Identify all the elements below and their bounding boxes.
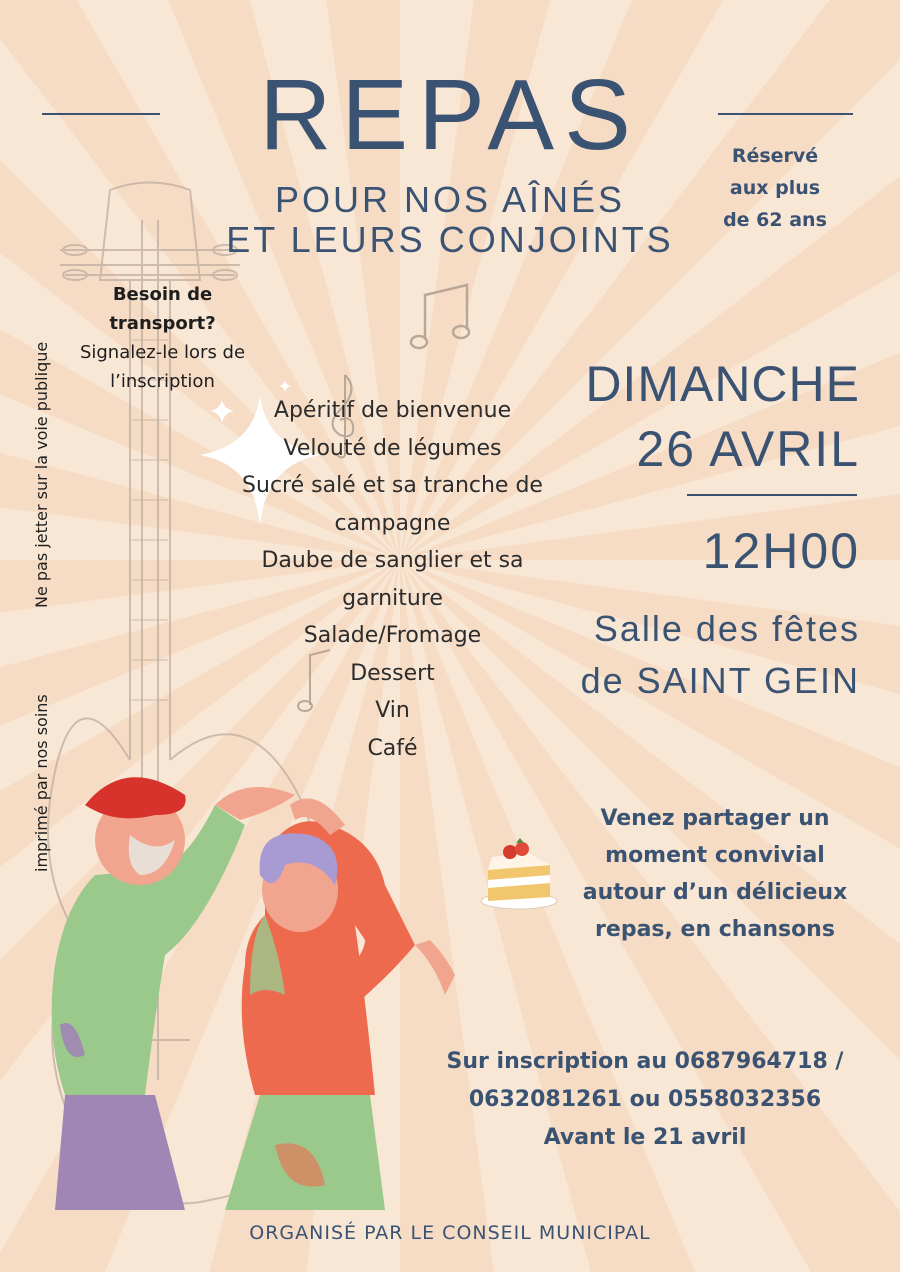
event-day: DIMANCHE bbox=[585, 356, 860, 412]
title-rule-right bbox=[718, 113, 853, 115]
convivial-line: Venez partager un bbox=[600, 806, 830, 831]
menu-item: Salade/Fromage bbox=[303, 623, 482, 648]
inscription-line: 0632081261 ou 0558032356 bbox=[468, 1087, 822, 1112]
side-note-litter: Ne pas jetter sur la voie publique bbox=[32, 341, 51, 608]
inscription-line: Sur inscription au 0687964718 / bbox=[446, 1049, 844, 1074]
transport-answer: Signalez-le lors de bbox=[79, 342, 246, 363]
transport-question: Besoin de bbox=[112, 284, 213, 305]
transport-answer: l’inscription bbox=[110, 371, 215, 392]
page-title: REPAS bbox=[259, 59, 641, 171]
convivial-line: autour d’un délicieux bbox=[582, 880, 848, 905]
inscription-info bbox=[420, 1043, 870, 1157]
menu-list bbox=[205, 392, 580, 767]
menu-item: Daube de sanglier et sa bbox=[261, 548, 524, 573]
menu-item: Dessert bbox=[350, 660, 435, 686]
convivial-line: repas, en chansons bbox=[595, 917, 835, 942]
menu-item: Velouté de légumes bbox=[283, 435, 502, 461]
side-note-printed: imprimé par nos soins bbox=[32, 694, 51, 872]
event-time: 12H00 bbox=[702, 523, 860, 579]
menu-item: campagne bbox=[334, 510, 451, 536]
title-rule-left bbox=[42, 113, 160, 115]
inscription-line: Avant le 21 avril bbox=[543, 1125, 747, 1150]
footer-organizer: ORGANISÉ PAR LE CONSEIL MUNICIPAL bbox=[249, 1222, 651, 1244]
music-note-icon bbox=[405, 280, 485, 360]
age-line: de 62 ans bbox=[723, 209, 827, 231]
menu-item: Café bbox=[367, 735, 418, 761]
age-restriction bbox=[690, 140, 860, 236]
subtitle-line: POUR NOS AÎNÉS bbox=[274, 179, 626, 220]
convivial-text bbox=[565, 800, 865, 948]
dancing-couple-illustration bbox=[35, 765, 475, 1210]
transport-question: transport? bbox=[109, 313, 216, 334]
venue-line: Salle des fêtes bbox=[593, 608, 860, 649]
age-line: aux plus bbox=[729, 177, 821, 199]
date-rule bbox=[687, 494, 857, 496]
age-line: Réservé bbox=[731, 145, 819, 167]
venue-line: de SAINT GEIN bbox=[580, 660, 860, 701]
subtitle bbox=[180, 180, 720, 260]
menu-item: Sucré salé et sa tranche de bbox=[242, 473, 543, 498]
event-date: 26 AVRIL bbox=[636, 421, 860, 477]
convivial-line: moment convivial bbox=[605, 843, 825, 868]
cake-icon bbox=[478, 835, 560, 915]
menu-item: garniture bbox=[342, 585, 443, 611]
menu-item: Apéritif de bienvenue bbox=[273, 398, 512, 423]
menu-item: Vin bbox=[375, 698, 410, 723]
subtitle-line: ET LEURS CONJOINTS bbox=[226, 219, 674, 260]
transport-note bbox=[55, 280, 270, 396]
